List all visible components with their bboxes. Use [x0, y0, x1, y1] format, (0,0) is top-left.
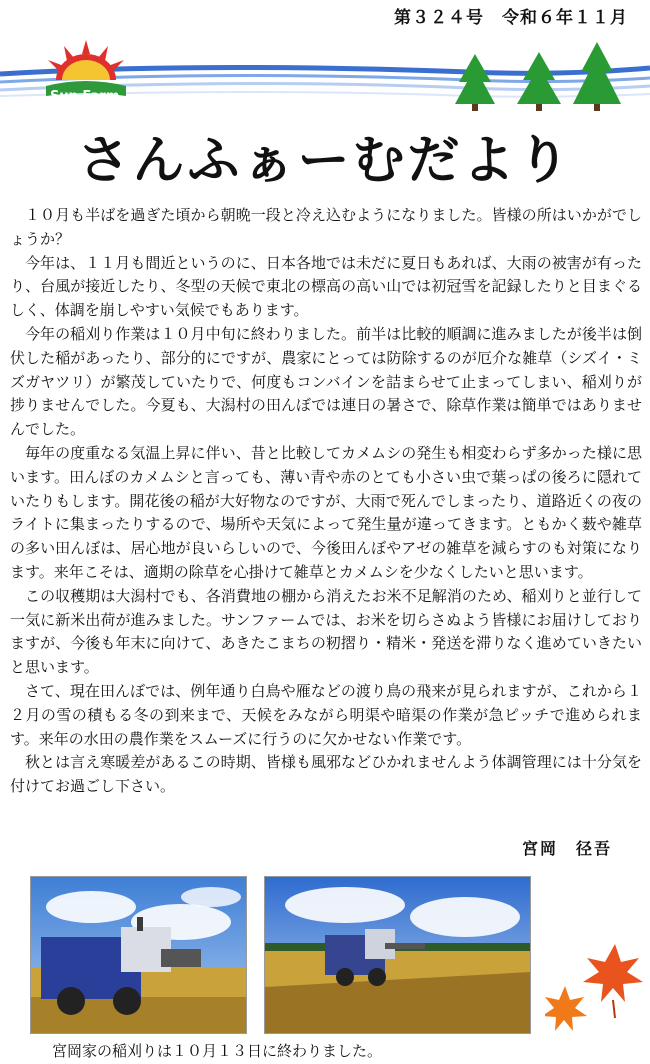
- paragraph: 今年の稲刈り作業は１０月中旬に終わりました。前半は比較的順調に進みましたが後半は倒伏した稲があったり、部分的にですが、農家にとっては防除するのが厄介な雑草（シズイ・ミズガヤツリ）が繁茂していたりで、何度もコンバインを詰まらせて止まってしまい、稲刈りが捗りませんでした。今夏も、大潟村の田んぼでは連日の暑さで、除草作業は簡単ではありませんでした。: [10, 324, 642, 439]
- author-name: 宮岡 径吾: [521, 839, 612, 858]
- issue-number: 第３２４号 令和６年１１月: [394, 8, 628, 28]
- maple-leaves-illustration: [545, 938, 645, 1038]
- article-body: [10, 204, 642, 799]
- newsletter-title: さんふぁーむだより: [77, 131, 573, 191]
- trees-illustration: [455, 40, 630, 112]
- harvest-photo-1: [30, 876, 247, 1034]
- paragraph: 今年は、１１月も間近というのに、日本各地では未だに夏日もあれば、大雨の被害が有ったり、台風が接近したり、冬型の天候で東北の標高の高い山では初冠雪を記録したりと目まぐるしく、体調を崩しやすい気候でもあります。: [10, 253, 642, 320]
- paragraph: さて、現在田んぼでは、例年通り白鳥や雁などの渡り鳥の飛来が見られますが、これから１２月の雪の積もる冬の到来まで、天候をみながら明渠や暗渠の作業が急ピッチで進められます。来年の水田の農作業をスムーズに行うのに欠かせない作業です。: [10, 681, 642, 748]
- sun-farm-logo: [40, 36, 132, 104]
- paragraph: １０月も半ばを過ぎた頃から朝晩一段と冷え込むようになりました。皆様の所はいかがでしょうか？: [10, 206, 642, 248]
- paragraph: 毎年の度重なる気温上昇に伴い、昔と比較してカメムシの発生も相変わらず多かった様に思います。田んぼのカメムシと言っても、薄い青や赤のとても小さい虫で葉っぱの後ろに隠れていたりもします。開花後の稲が大好物なのですが、大雨で死んでしまったり、道路近くの夜のライトに集まったりするので、場所や天気によって発生量が違ってきます。ともかく薮や雑草の多い田んぼは、居心地が良いらしいので、今後田んぼやアゼの雑草を減らすのも対策になります。来年こそは、適期の除草を心掛けて雑草とカメムシを少なくしたいと思います。: [10, 443, 642, 581]
- paragraph: 秋とは言え寒暖差があるこの時期、皆様も風邪などひかれませんよう体調管理には十分気を付けてお過ごし下さい。: [10, 753, 642, 796]
- photo-caption: 宮岡家の稲刈りは１０月１３日に終わりました。: [52, 1042, 383, 1060]
- harvest-photo-2: [264, 876, 531, 1034]
- paragraph: この収穫期は大潟村でも、各消費地の棚から消えたお米不足解消のため、稲刈りと並行して一気に新米出荷が進みました。サンファームでは、お米を切らさぬよう皆様にお届けしておりますが、今後も年末に向けて、あきたこまちの籾摺り・精米・発送を滞りなく進めていきたいと思います。: [10, 586, 642, 677]
- logo-text: Sun Farm: [50, 89, 120, 104]
